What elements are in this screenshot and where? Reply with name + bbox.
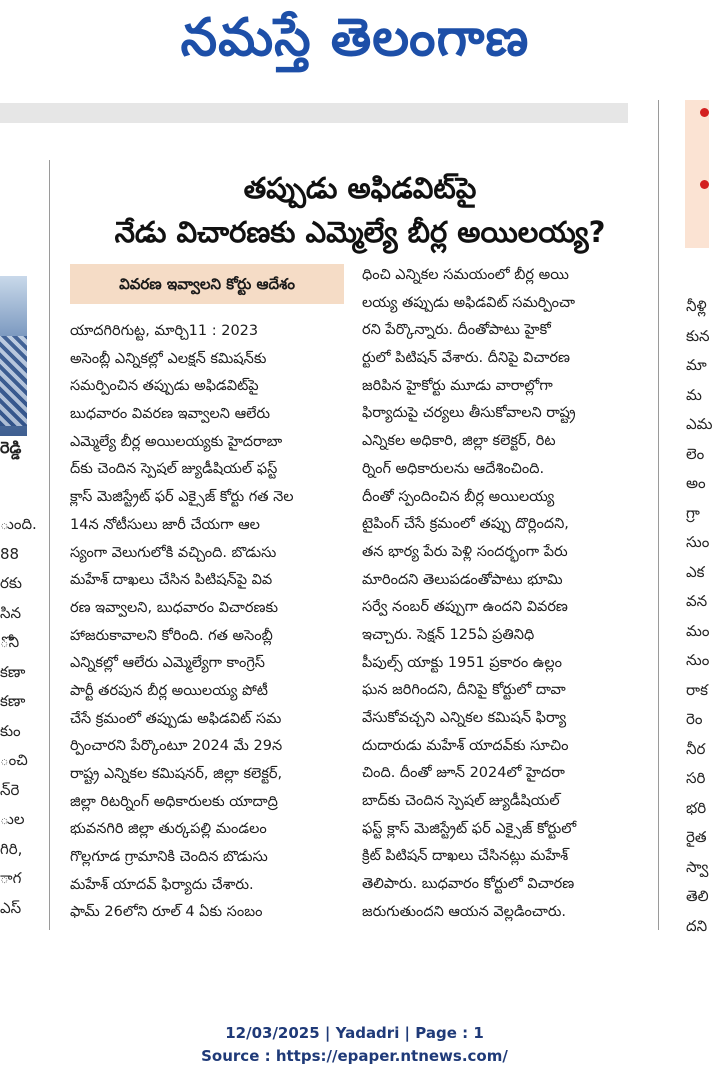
neighbor-text-fragment: భరి	[686, 798, 707, 817]
article-text-line: రణ ఇవ్వాలని, బుధవారం విచారణకు	[70, 599, 279, 616]
neighbor-text-fragment: వన	[686, 592, 708, 610]
neighbor-text-fragment: సుం	[686, 533, 710, 551]
neighbor-text-fragment: సరి	[686, 769, 706, 787]
article-text-line: చేసే క్రమంలో తప్పుడు అఫిడవిట్ సమ	[70, 710, 282, 727]
article-text-line: తెలిపారు. బుధవారం కోర్టులో విచారణ	[362, 876, 575, 893]
article-text-line: జిల్లా రిటర్నింగ్ అధికారులకు యాదాద్రి	[70, 793, 278, 810]
article-text-line: లయ్య తప్పుడు అఫిడవిట్ సమర్పించా	[362, 294, 575, 311]
neighbor-text-fragment: అం	[686, 474, 706, 492]
adjacent-article-box	[685, 100, 709, 248]
article-text-line: ద్‌కు చెందిన స్పెషల్ జ్యుడీషియల్ ఫస్ట్	[70, 461, 278, 478]
neighbor-text-fragment: రెం	[686, 710, 703, 728]
neighbor-text-fragment: తెలి	[686, 887, 709, 905]
neighbor-text-fragment: ుల	[0, 810, 25, 828]
neighbor-text-fragment: కణా	[0, 692, 26, 710]
article-text-line: బాద్‌కు చెందిన స్పెషల్ జ్యుడీషియల్	[362, 793, 560, 810]
neighbor-article-right-text	[686, 292, 713, 941]
neighbor-text-fragment: ంచి	[0, 751, 28, 769]
article-text-line: టైపింగ్ చేసే క్రమంలో తప్పు దొర్లిందని,	[362, 516, 569, 533]
neighbor-text-fragment: రాక	[686, 680, 708, 699]
neighbor-text-fragment: నీళ్లి	[686, 297, 707, 315]
article-text-line: ఘన జరిగిందని, దీనిపై కోర్టులో దావా	[362, 682, 566, 699]
article-text-line: 14న నోటీసులు జారీ చేయగా ఆల	[70, 516, 260, 533]
article-text-line: జరిపిన హైకోర్టు మూడు వారాల్లోగా	[362, 377, 553, 394]
article-text-line: ర్టులో పిటిషన్ వేశారు. దీనిపై విచారణ	[362, 350, 570, 367]
neighbor-text-fragment: గ్రా	[686, 503, 700, 522]
article-text-line: పార్టీ తరపున బీర్ల అయిలయ్య పోటీ	[70, 682, 268, 699]
article-text-line: సర్వే నంబర్ తప్పుగా ఉందని వివరణ	[362, 599, 568, 616]
article-column-2	[362, 262, 628, 927]
article-text-line: గొల్లగూడ గ్రామానికి చెందిన బొడుసు	[70, 849, 268, 866]
neighbor-article-photo	[0, 276, 27, 436]
article-text-line: చింది. దీంతో జూన్ 2024లో హైదరా	[362, 765, 565, 782]
article-column-1	[70, 318, 344, 927]
neighbor-text-fragment: నుం	[686, 651, 710, 669]
article-text-line: ఫిర్యాదుపై చర్యలు తీసుకోవాలని రాష్ట్ర	[362, 405, 576, 422]
article-text-line: ర్నింగ్ అధికారులను ఆదేశించింది.	[362, 460, 545, 477]
neighbor-text-fragment: ఎక	[686, 562, 705, 581]
footer-date-edition: 12/03/2025 | Yadadri | Page : 1	[225, 1024, 484, 1042]
neighbor-text-fragment: న్‌రె	[0, 780, 20, 799]
article-text-line: ఫామ్ 26లోని రూల్ 4 ఏకు సంబం	[70, 904, 263, 921]
article-text-line: సమర్పించిన తప్పుడు అఫిడవిట్‌పై	[70, 378, 259, 395]
neighbor-text-fragment: కున	[686, 326, 710, 345]
neighbor-text-fragment: కుం	[0, 721, 21, 740]
article-headline	[80, 166, 640, 254]
article-text-line: స్యంగా వెలుగులోకి వచ్చింది. బొడుసు	[70, 544, 277, 561]
article-text-line: అసెంబ్లీ ఎన్నికల్లో ఎలక్షన్ కమిషన్‌కు	[70, 350, 267, 367]
neighbor-text-fragment: ఎమ	[686, 415, 713, 433]
column-rule-right	[658, 100, 659, 930]
neighbor-text-fragment: ఎస్	[0, 898, 22, 917]
neighbor-text-fragment: ోని	[0, 633, 20, 651]
article-text-line: దుదారుడు మహేశ్ యాదవ్‌కు సూచిం	[362, 737, 569, 754]
neighbor-text-fragment: నీర	[686, 739, 706, 758]
article-text-line: మహేశ్ దాఖలు చేసిన పిటిషన్‌పై వివ	[70, 572, 273, 589]
top-divider-bar	[0, 103, 628, 123]
headline-line-1: తప్పుడు అఫిడవిట్‌పై	[243, 171, 477, 205]
newspaper-masthead: నమస్తే తెలంగాణ	[180, 7, 530, 68]
article-text-line: ఎన్నికల్లో ఆలేరు ఎమ్మెల్యేగా కాంగ్రెస్	[70, 655, 265, 672]
article-text-line: తన భార్య పేరు పెళ్లి సందర్భంగా పేరు	[362, 543, 568, 560]
footer-source: Source : https://epaper.ntnews.com/	[201, 1047, 508, 1065]
article-text-line: హాజరుకావాలని కోరింది. గత అసెంబ్లీ	[70, 627, 273, 644]
article-text-line: మారిందని తెలుపడంతోపాటు భూమి	[362, 571, 563, 588]
neighbor-article-left-text	[0, 510, 37, 923]
column-rule-left	[49, 160, 50, 930]
neighbor-text-fragment: మం	[686, 621, 710, 640]
neighbor-text-fragment: సిన	[0, 603, 22, 622]
neighbor-photo-caption: రెడ్డి	[0, 438, 22, 457]
neighbor-text-fragment: ుంది.	[0, 515, 37, 533]
article-text-line: ఇచ్చారు. సెక్షన్ 125ఏ ప్రతినిధి	[362, 626, 535, 643]
article-text-line: ర్పించారని పేర్కొంటూ 2024 మే 29న	[70, 738, 283, 755]
article-text-line: రాష్ట్ర ఎన్నికల కమిషనర్, జిల్లా కలెక్టర్,	[70, 766, 283, 782]
neighbor-text-fragment: 88	[0, 544, 20, 563]
neighbor-text-fragment: ాగ	[0, 869, 22, 887]
article-text-line: క్లాస్ మెజిస్ట్రేట్ ఫర్ ఎక్సైజ్ కోర్టు గత నెల	[70, 489, 294, 506]
article-text-line: జరుగుతుందని ఆయన వెల్లడించారు.	[362, 903, 567, 920]
bullet-icon	[700, 180, 709, 189]
article-text-line: రని పేర్కొన్నారు. దీంతోపాటు హైకో	[362, 322, 551, 339]
article-text-line: వేసుకోవచ్చని ఎన్నికల కమిషన్ ఫిర్యా	[362, 710, 567, 726]
bullet-icon	[700, 108, 709, 117]
neighbor-text-fragment: కణా	[0, 662, 26, 681]
article-text-line: ఎమ్మెల్యే బీర్ల అయిలయ్యకు హైదరాబా	[70, 433, 283, 450]
article-text-line: బుధవారం వివరణ ఇవ్వాలని ఆలేరు	[70, 406, 271, 423]
neighbor-text-fragment: దని	[686, 916, 708, 935]
neighbor-text-fragment: గిరి,	[0, 839, 23, 858]
article-text-line: మహేశ్ యాదవ్ ఫిర్యాదు చేశారు.	[70, 876, 254, 893]
article-text-line: క్రిట్ పిటిషన్ దాఖలు చేసినట్లు మహేశ్	[362, 848, 569, 865]
article-subheadline: వివరణ ఇవ్వాలని కోర్టు ఆదేశం	[70, 264, 344, 304]
headline-line-2: నేడు విచారణకు ఎమ్మెల్యే బీర్ల అయిలయ్య?	[114, 215, 606, 249]
article-text-line: ఫస్ట్ క్లాస్ మెజిస్ట్రేట్ ఫర్ ఎక్సైజ్ కోర్టులో	[362, 820, 577, 837]
neighbor-text-fragment: లెం	[686, 444, 705, 463]
article-text-line: యాదగిరిగుట్ట, మార్చి11 : 2023	[70, 323, 259, 339]
neighbor-text-fragment: రకు	[0, 574, 22, 592]
neighbor-text-fragment: మ	[686, 385, 702, 404]
neighbor-text-fragment: మా	[686, 356, 707, 374]
article-text-line: ఎన్నికల అధికారి, జిల్లా కలెక్టర్, రిట	[362, 433, 556, 450]
neighbor-text-fragment: రైత	[686, 828, 707, 846]
article-text-line: భువనగిరి జిల్లా తుర్కపల్లి మండలం	[70, 821, 267, 838]
neighbor-text-fragment: స్వా	[686, 857, 709, 876]
article-text-line: పీపుల్స్ యాక్టు 1951 ప్రకారం ఉల్లం	[362, 654, 563, 671]
article-text-line: దీంతో స్పందించిన బీర్ల అయిలయ్య	[362, 488, 555, 505]
article-text-line: ధించి ఎన్నికల సమయంలో బీర్ల అయి	[362, 267, 569, 283]
